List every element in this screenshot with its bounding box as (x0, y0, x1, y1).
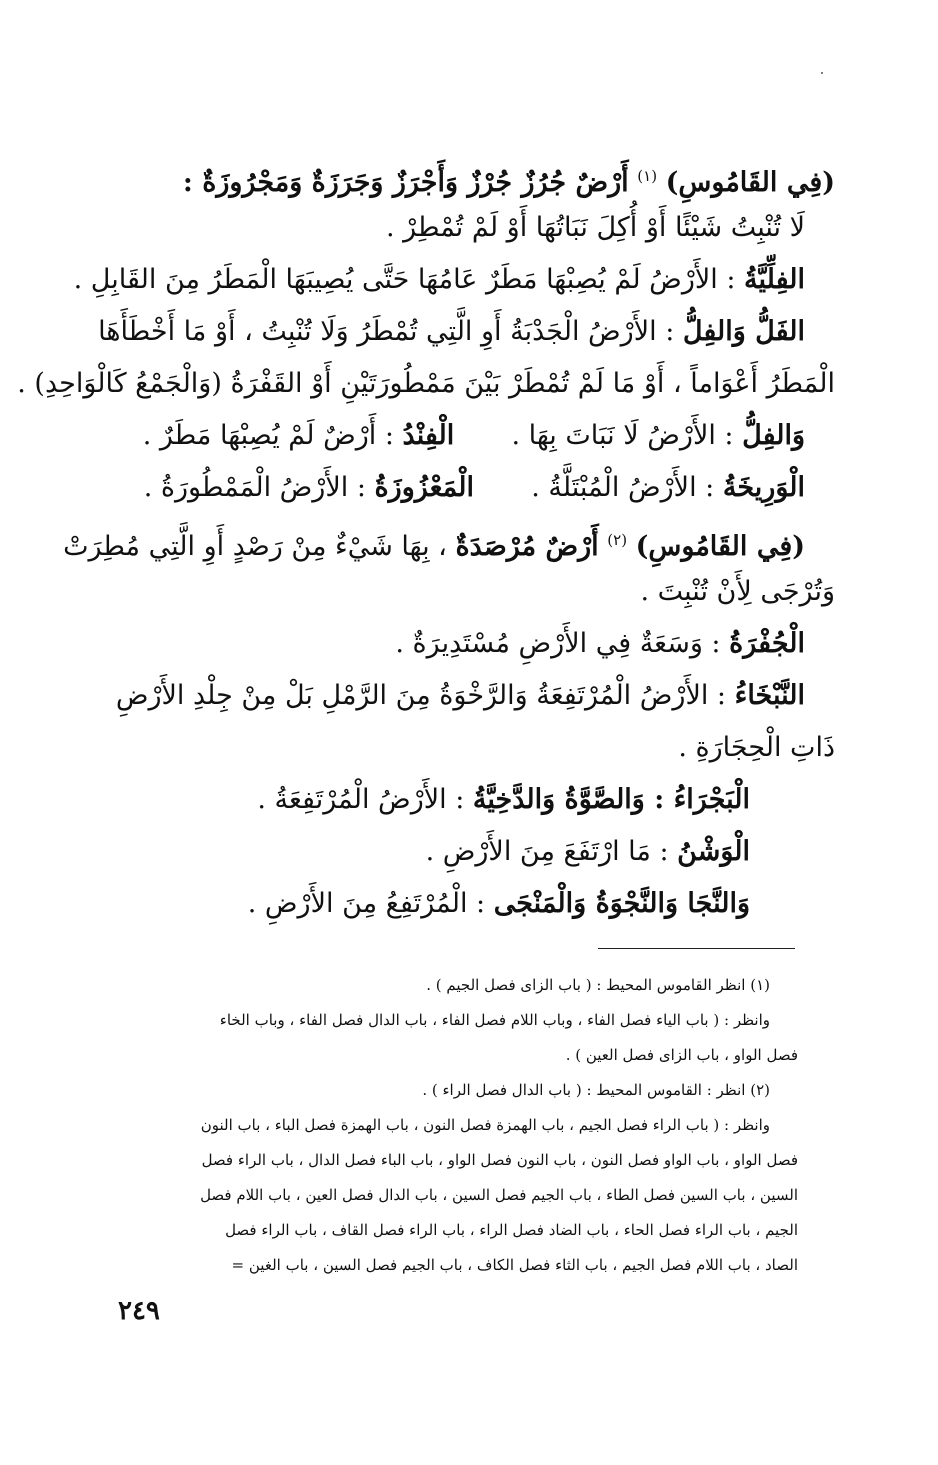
headword: الْوَشْنُ (677, 836, 750, 867)
headword: النَّبْخَاءُ (734, 680, 805, 711)
definition-text: : أَرْضٌ لَمْ يُصِبْهَا مَطَرٌ . (142, 420, 394, 451)
footnote-marker-1: (١) (637, 167, 658, 185)
text-line-3 (73, 254, 835, 306)
footnote-line: الصاد ، باب اللام فصل الجيم ، باب الثاء فصل الكاف ، باب الجيم فصل السين ، باب الغين = (231, 1256, 798, 1274)
footnote-line: السين ، باب السين فصل الطاء ، باب الجيم فصل السين ، باب الدال فصل العين ، باب اللام فصل (200, 1186, 798, 1204)
text-line-9 (115, 566, 835, 618)
margin-speck (821, 72, 823, 74)
text-line-4 (98, 306, 835, 358)
definition-text: : الْمُرْتَفِعُ مِنَ الأَرْضِ . (247, 888, 486, 919)
source-reference: (فِي القَامُوسِ) (635, 531, 805, 562)
definition-text: : الأَرْضُ لَا نَبَاتَ بِهَا . (511, 420, 734, 451)
headword: أَرْضٌ مُرْصَدَةٌ (455, 531, 599, 562)
text-line-5 (17, 358, 835, 410)
text-line-1 (115, 150, 835, 202)
definition-text: وَتُرْجَى لِأَنْ تُنْبِتَ . (640, 576, 835, 607)
headword: الْوَرِيخَةُ (722, 472, 805, 503)
definition-text: : الأَرْضُ الْمَمْطُورَةُ . (143, 472, 366, 503)
footnote-line: (٢) انظر : القاموس المحيط : ( باب الدال فصل الراء ) . (422, 1081, 770, 1099)
source-reference: (فِي القَامُوسِ) (665, 167, 835, 198)
definition-text: : وَسَعَةٌ فِي الأَرْضِ مُسْتَدِيرَةٌ . (395, 628, 721, 659)
definition-text: : الأَرْضُ الْمُبْتَلَّةُ . (531, 472, 715, 503)
footnote-line: وانظر : ( باب الياء فصل الفاء ، وباب اللام فصل الفاء ، باب الدال فصل الفاء ، وباب الخاء (219, 1011, 770, 1029)
footnotes (110, 968, 798, 1283)
text-line-6 (115, 410, 835, 462)
footnote-separator (598, 948, 795, 949)
definition-text: : مَا ارْتَفَعَ مِنَ الأَرْضِ . (425, 836, 669, 867)
definition-text: : الأَرْضُ لَمْ يُصِبْهَا مَطَرٌ عَامُهَا حَتَّى يُصِيبَهَا الْمَطَرُ مِنَ القَابِلِ . (73, 264, 736, 295)
footnote-line: فصل الواو ، باب الواو فصل النون ، باب النون فصل الواو ، باب الباء فصل الدال ، باب الراء فصل (201, 1151, 798, 1169)
footnote-marker-2: (٢) (607, 531, 628, 549)
text-line-15 (115, 878, 835, 930)
definition-text: ، بِهَا شَيْءٌ مِنْ رَصْدٍ أَوِ الَّتِي مُطِرَتْ (63, 531, 447, 562)
headword: الفَلُّ وَالفِلُّ (682, 316, 805, 347)
headword: الفِلِّيَّةُ (744, 264, 805, 295)
definition-text: : الأَرْضُ الْجَدْبَةُ أَوِ الَّتِي تُمْطَرُ وَلَا تُنْبِتُ ، أَوْ مَا أَخْطَأَهَا (98, 316, 675, 347)
text-line-2 (115, 202, 835, 254)
footnote-line: وانظر : ( باب الراء فصل الجيم ، باب الهمزة فصل النون ، باب الهمزة فصل الباء ، باب النون (200, 1116, 770, 1134)
text-line-12 (115, 722, 835, 774)
footnote-line: (١) انظر القاموس المحيط : ( باب الزاى فصل الجيم ) . (426, 976, 770, 994)
headword-group: وَالنَّجَا وَالنَّجْوَةُ وَالْمَنْجَى (493, 888, 750, 919)
text-line-7 (115, 462, 835, 514)
headword: الْجُفْرَةُ (729, 628, 805, 659)
page-number: ٢٤٩ (118, 1296, 160, 1326)
text-line-11 (115, 670, 835, 722)
definition-text: : الأَرْضُ الْمُرْتَفِعَةُ وَالرَّخْوَةُ مِنَ الرَّمْلِ بَلْ مِنْ جِلْدِ الأَرْضِ (115, 680, 727, 711)
headword-group: الْبَجْرَاءُ : وَالصَّوَّةُ وَالدَّخِيَّةُ (472, 784, 750, 815)
headword: وَالفِلُّ (742, 420, 805, 451)
main-text (17, 150, 835, 930)
definition-text: الْمَطَرُ أَعْوَاماً ، أَوْ مَا لَمْ تُمْطَرْ بَيْنَ مَمْطُورَتَيْنِ أَوْ القَفْرَةُ (وَالْجَمْعُ كَالْوَاحِدِ) . (17, 368, 835, 399)
headword-group: أَرْضٌ جُرُزٌ جُرْزٌ وَأَجْرَزٌ وَجَرَزَةٌ وَمَجْرُوزَةٌ : (182, 167, 629, 198)
text-line-13 (115, 774, 835, 826)
text-line-10 (115, 618, 835, 670)
headword: الْفِنْدُ (402, 420, 455, 451)
definition-text: : الأَرْضُ الْمُرْتَفِعَةُ . (257, 784, 465, 815)
text-line-8 (63, 514, 835, 566)
text-line-14 (115, 826, 835, 878)
footnote-line: الجيم ، باب الراء فصل الحاء ، باب الضاد فصل الراء ، باب الراء فصل القاف ، باب الراء فصل (225, 1221, 798, 1239)
definition-text: لَا تُنْبِتُ شَيْئًا أَوْ أُكِلَ نَبَاتُهَا أَوْ لَمْ تُمْطِرْ . (385, 212, 805, 243)
definition-text: ذَاتِ الْحِجَارَةِ . (678, 732, 835, 763)
headword: الْمَعْزُوزَةُ (374, 472, 475, 503)
footnote-line: فصل الواو ، باب الزاى فصل العين ) . (565, 1046, 798, 1064)
